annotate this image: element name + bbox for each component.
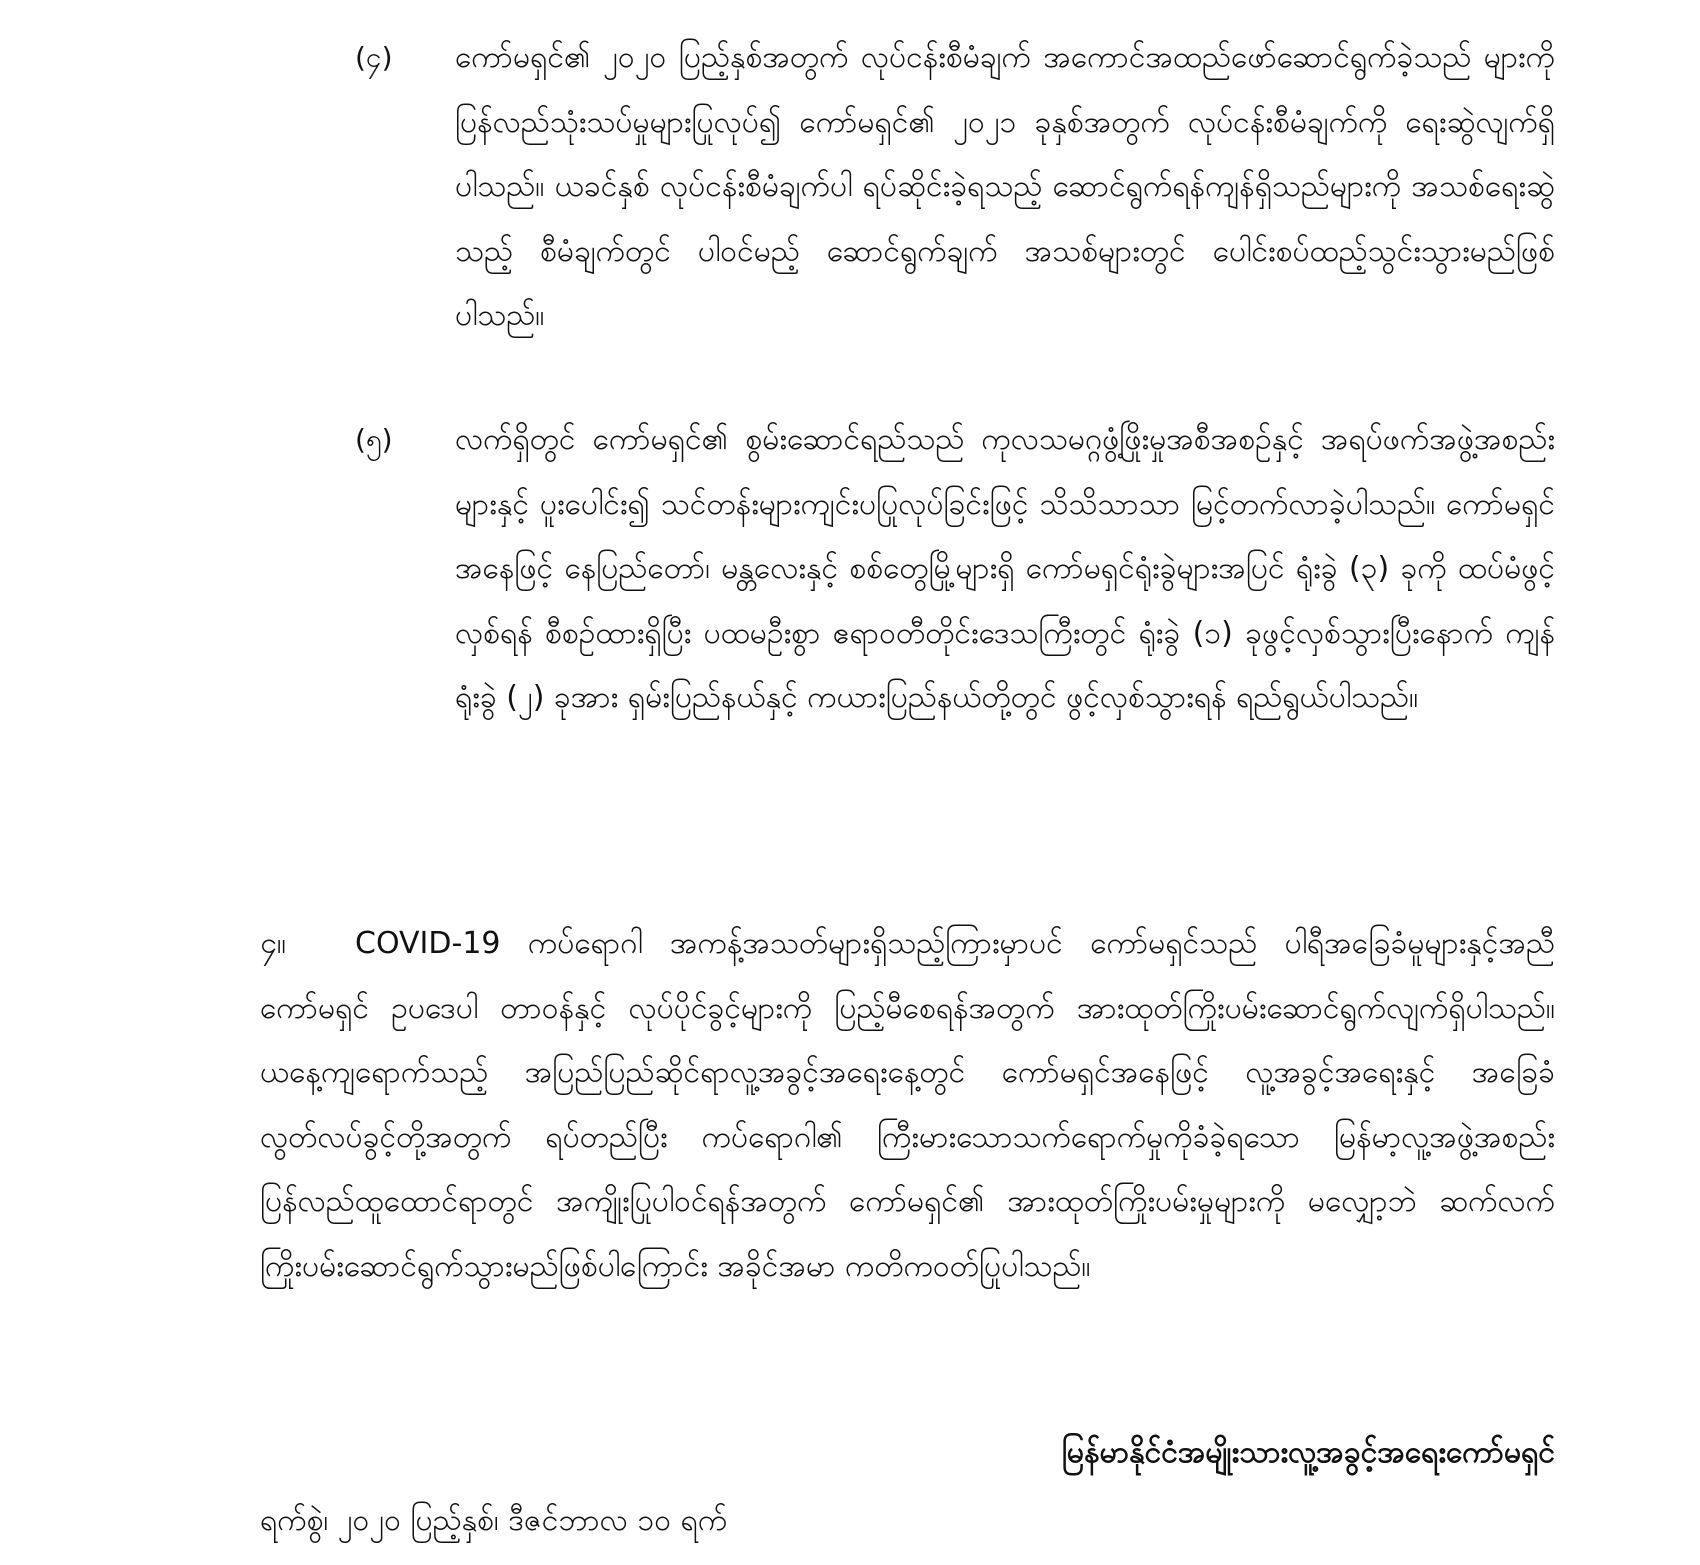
paragraph-4 [260,912,1555,1299]
paragraph-number: ၄။ [260,926,286,961]
document-date: ရက်စွဲ၊ ၂၀၂၀ ပြည့်နှစ်၊ ဒီဇင်ဘာလ ၁၀ ရက် [260,1503,728,1538]
list-item-text: ကော်မရှင်၏ ၂၀၂၀ ပြည့်နှစ်အတွက် လုပ်ငန်းစီမံချက် အကောင်အထည်ဖော်ဆောင်ရွက်ခဲ့သည် များကို ပြန်လည်သုံးသပ်မှုများပြုလုပ်၍ ကော်မရှင်၏ ၂၀၂၁ ခုနှစ်အတွက် လုပ်ငန်းစီမံချက်ကို ရေးဆွဲလျက်ရှိပါသည်။ ယခင်နှစ် လုပ်ငန်းစီမံချက်ပါ ရပ်ဆိုင်းခဲ့ရသည့် ဆောင်ရွက်ရန်ကျန်ရှိသည်များကို အသစ်ရေးဆွဲသည့် စီမံချက်တွင် ပါဝင်မည့် ဆောင်ရွက်ချက် အသစ်များတွင် ပေါင်းစပ်ထည့်သွင်းသွားမည်ဖြစ်ပါသည်။ [455,40,1555,333]
paragraph-text: COVID-19 ကပ်ရောဂါ အကန့်အသတ်များရှိသည့်ကြားမှာပင် ကော်မရှင်သည် ပါရီအခြေခံမူများနှင့်အညီ ကော်မရှင် ဥပဒေပါ တာဝန်နှင့် လုပ်ပိုင်ခွင့်များကို ပြည့်မီစေရန်အတွက် အားထုတ်ကြိုးပမ်းဆောင်ရွက်လျက်ရှိပါသည်။ ယနေ့ကျရောက်သည့် အပြည်ပြည်ဆိုင်ရာလူ့အခွင့်အရေးနေ့တွင် ကော်မရှင်အနေဖြင့် လူ့အခွင့်အရေးနှင့် အခြေခံလွတ်လပ်ခွင့်တို့အတွက် ရပ်တည်ပြီး ကပ်ရောဂါ၏ ကြီးမားသောသက်ရောက်မှုကိုခံခဲ့ရသော မြန်မာ့လူ့အဖွဲ့အစည်း ပြန်လည်ထူထောင်ရာတွင် အကျိုးပြုပါဝင်ရန်အတွက် ကော်မရှင်၏ အားထုတ်ကြိုးပမ်းမှုများကို မလျှော့ဘဲ ဆက်လက်ကြိုးပမ်းဆောင်ရွက်သွားမည်ဖြစ်ပါကြောင်း အခိုင်အမာ ကတိကဝတ်ပြုပါသည်။ [260,926,1555,1284]
list-item-marker: (၄) [355,41,393,74]
list-item-4 [355,26,1555,396]
list-item-text: လက်ရှိတွင် ကော်မရှင်၏ စွမ်းဆောင်ရည်သည် ကုလသမဂ္ဂဖွံ့ဖြိုးမှုအစီအစဉ်နှင့် အရပ်ဖက်အဖွဲ့အစည်းများနှင့် ပူးပေါင်း၍ သင်တန်းများကျင်းပပြုလုပ်ခြင်းဖြင့် သိသိသာသာ မြင့်တက်လာခဲ့ပါသည်။ ကော်မရှင်အနေဖြင့် နေပြည်တော်၊ မန္တလေးနှင့် စစ်တွေမြို့များရှိ ကော်မရှင်ရုံးခွဲများအပြင် ရုံးခွဲ (၃) ခုကို ထပ်မံဖွင့်လှစ်ရန် စီစဉ်ထားရှိပြီး ပထမဦးစွာ ဧရာဝတီတိုင်းဒေသကြီးတွင် ရုံးခွဲ (၁) ခုဖွင့်လှစ်သွားပြီးနောက် ကျန်ရုံးခွဲ (၂) ခုအား ရှမ်းပြည်နယ်နှင့် ကယားပြည်နယ်တို့တွင် ဖွင့်လှစ်သွားရန် ရည်ရွယ်ပါသည်။ [455,422,1555,715]
signature-block: မြန်မာနိုင်ငံအမျိုးသားလူ့အခွင့်အရေးကော်မရှင် [1061,1435,1555,1470]
list-item-marker: (၅) [355,423,393,456]
list-item-5 [355,408,1555,848]
